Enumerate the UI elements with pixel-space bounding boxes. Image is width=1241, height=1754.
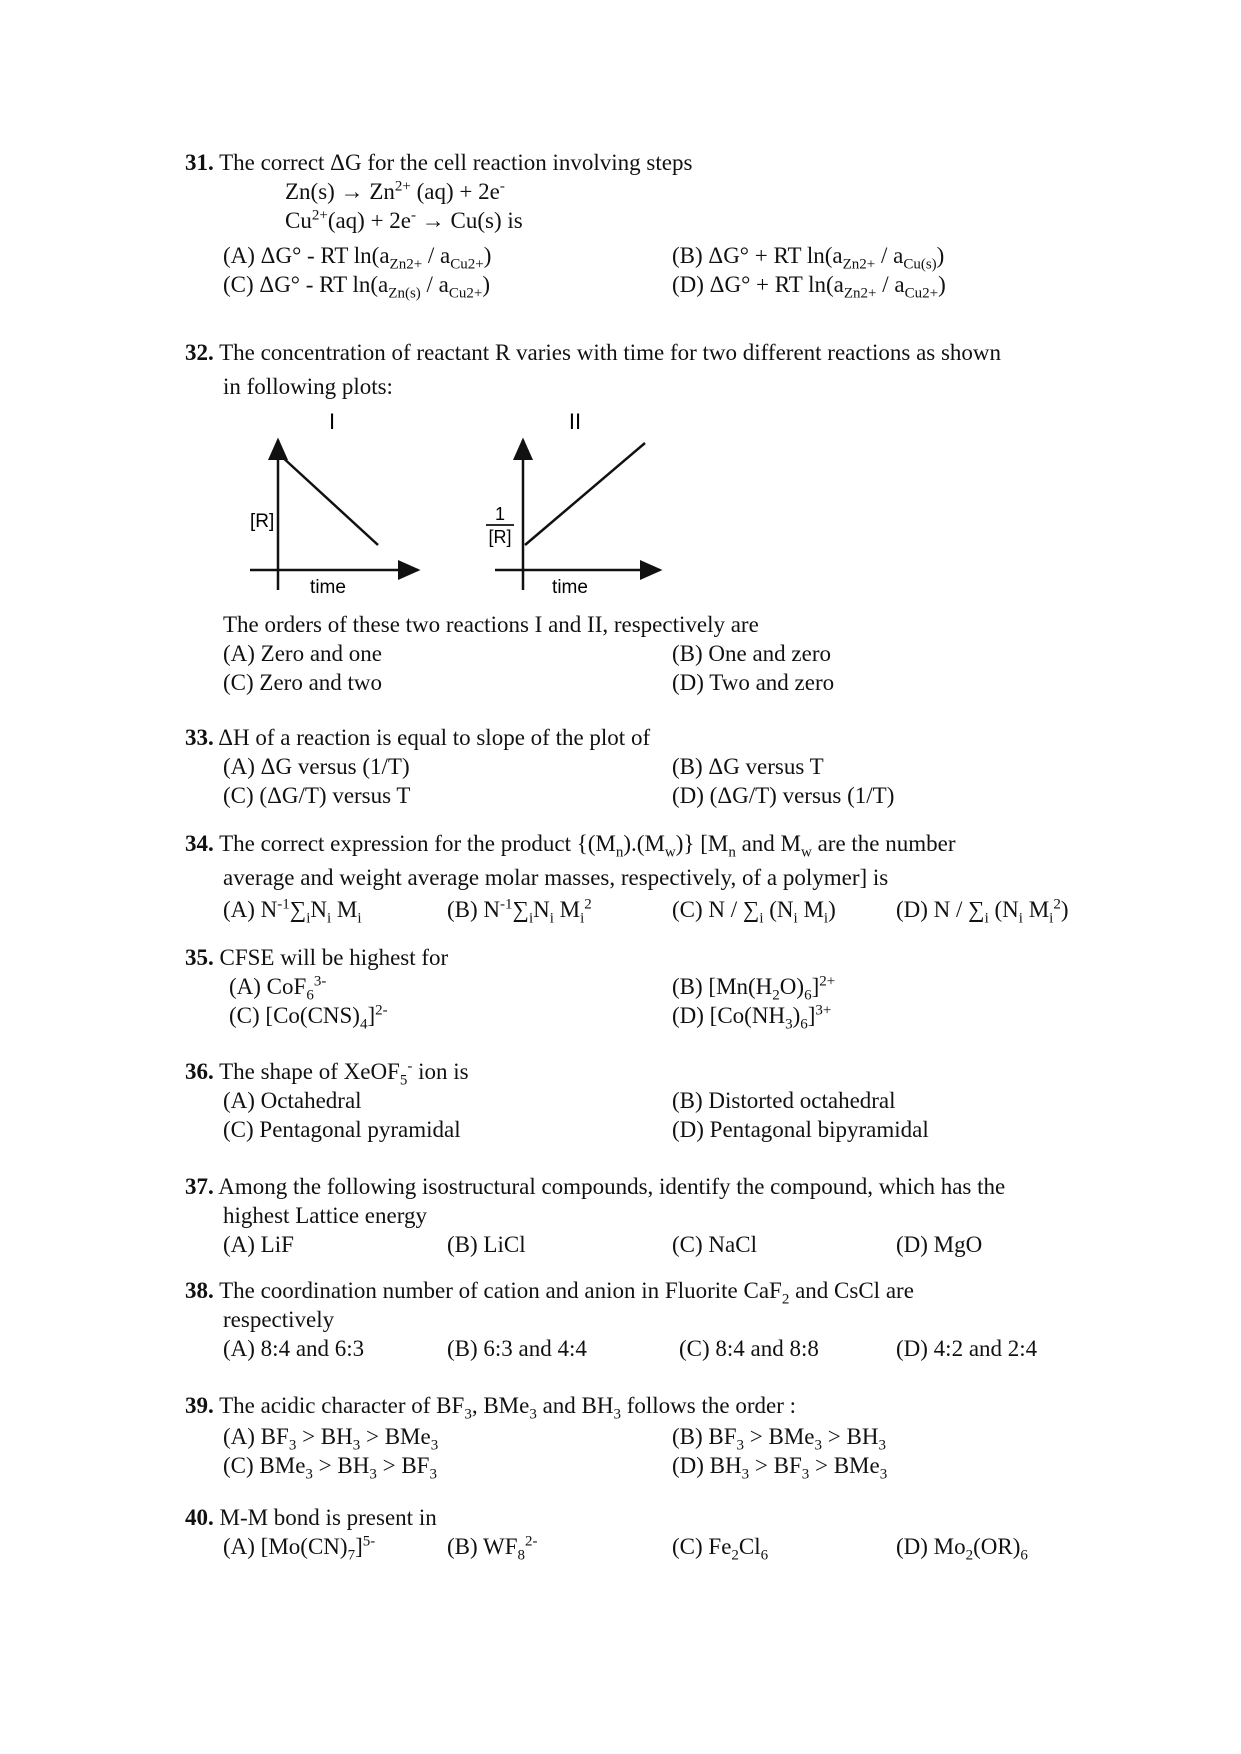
option-32d[interactable]: (D) Two and zero	[672, 670, 835, 695]
option-32c[interactable]: (C) Zero and two	[223, 670, 383, 695]
plot-i-x-label: time	[310, 577, 346, 598]
plot-ii-y-label-den: [R]	[488, 527, 512, 547]
option-37c[interactable]: (C) NaCl	[672, 1232, 757, 1257]
question-31-stem: 31. The correct ΔG for the cell reaction involving steps	[185, 150, 693, 175]
option-36a[interactable]: (A) Octahedral	[223, 1088, 362, 1113]
option-36c[interactable]: (C) Pentagonal pyramidal	[223, 1117, 461, 1142]
option-39c[interactable]: (C) $BMe_3 > BH_3 > BF_3$	[223, 1453, 437, 1483]
option-37a[interactable]: (A) LiF	[223, 1232, 294, 1257]
option-36d[interactable]: (D) Pentagonal bipyramidal	[672, 1117, 929, 1142]
option-34d[interactable]: (D) N / $\sum_i$ ($N_i$ $M_i^2$)	[896, 896, 1069, 927]
option-35d[interactable]: (D) $[Co(NH_3)_6]^{3+}$	[672, 1002, 832, 1033]
option-38a[interactable]: (A) 8:4 and 6:3	[223, 1336, 365, 1361]
option-33d[interactable]: (D) (ΔG/T) versus (1/T)	[672, 783, 895, 808]
question-37: 37. Among the following isostructural compounds, identify the compound, which has the highest Lattice energy (A) LiF (B) LiCl (C) NaCl (D) MgO	[185, 1174, 1006, 1257]
option-39a[interactable]: (A) $BF_3 > BH_3 > BMe_3$	[223, 1424, 439, 1454]
question-39: 39. The acidic character of $BF_3$, BMe$_3$ and $BH_3$ follows the order : (A) $BF_3 > BH_3 > BMe_3$ (B) $BF_3 > BMe_3 > BH_3$ (C) $BMe_3 > BH_3 > BF_3$ (D) $BH_3 > BF_3 > BMe_3$	[185, 1393, 888, 1483]
question-34: 34. The correct expression for the product $\{(M_n).(M_w)\}$ [$M_n$ and $M_w$ are the number average and weight average molar masses, respectively, of a polymer] is (A) $N^{-1}\sum_iN_i$ $M_i$ (B) $N^{-1}\sum_iN_i$ $M_i^2$ (C) N / $\sum_i$ ($N_i$ $M_i$) (D) N / $\sum_i$ ($N_i$ $M_i^2$)	[185, 831, 1069, 927]
plot-i-data-line	[280, 455, 378, 545]
option-31a[interactable]: (A) ΔG° - RT $\ln(a_{Zn2+} / a_{Cu2+})$	[223, 243, 492, 273]
plot-i	[250, 409, 418, 598]
option-34b[interactable]: (B) $N^{-1}\sum_iN_i$ $M_i^2$	[447, 896, 592, 927]
option-40d[interactable]: (D) $Mo_2(OR)_6$	[896, 1534, 1028, 1564]
question-36: 36. The shape of XeOF$_5$- ion is (A) Octahedral (B) Distorted octahedral (C) Pentagonal pyramidal (D) Pentagonal bipyramidal	[185, 1058, 929, 1142]
question-33: 33. ΔH of a reaction is equal to slope of the plot of (A) ΔG versus (1/T) (B) ΔG versus T (C) (ΔG/T) versus T (D) (ΔG/T) versus (1/T)	[185, 725, 895, 808]
option-33a[interactable]: (A) ΔG versus (1/T)	[223, 754, 410, 779]
option-39b[interactable]: (B) $BF_3 > BMe_3 > BH_3$	[672, 1424, 886, 1454]
plot-ii-data-line	[525, 443, 645, 545]
plot-ii	[486, 409, 660, 598]
option-35c[interactable]: (C) $[Co(CNS)_4]^{2-}$	[229, 1002, 388, 1033]
plot-i-title: I	[328, 409, 336, 434]
option-35b[interactable]: (B) $[Mn(H_2O)_6]^{2+}$	[672, 973, 836, 1004]
option-38d[interactable]: (D) 4:2 and 2:4	[896, 1336, 1038, 1361]
reaction-step-2: $Cu^{2+}(aq) + 2e^- \to Cu(s)$ is	[285, 207, 523, 233]
option-32a[interactable]: (A) Zero and one	[223, 641, 383, 666]
reaction-step-1: $Zn(s) \to Zn^{2+}$ (aq) + 2e-	[285, 178, 505, 204]
option-33c[interactable]: (C) (ΔG/T) versus T	[223, 783, 411, 808]
question-38: 38. The coordination number of cation and anion in Fluorite CaF$_2$ and CsCl are respectively (A) 8:4 and 6:3 (B) 6:3 and 4:4 (C) 8:4 and 8:8 (D) 4:2 and 2:4	[185, 1278, 1038, 1361]
option-31d[interactable]: (D) ΔG° + RT $\ln(a_{Zn2+} / a_{Cu2+})$	[672, 272, 946, 302]
option-38c[interactable]: (C) 8:4 and 8:8	[679, 1336, 819, 1361]
option-37b[interactable]: (B) LiCl	[447, 1232, 526, 1257]
option-39d[interactable]: (D) $BH_3 > BF_3 > BMe_3$	[672, 1453, 888, 1483]
question-32-options	[185, 610, 1105, 697]
question-31	[185, 148, 1105, 302]
option-34a[interactable]: (A) $N^{-1}\sum_iN_i$ $M_i$	[223, 896, 362, 927]
option-36b[interactable]: (B) Distorted octahedral	[672, 1088, 896, 1113]
plot-i-y-label: [R]	[250, 511, 275, 532]
option-34c[interactable]: (C) N / $\sum_i$ ($N_i$ $M_i$)	[672, 897, 836, 927]
option-31b[interactable]: (B) ΔG° + RT $\ln(a_{Zn2+} / a_{Cu(s)})$	[672, 243, 945, 273]
plot-ii-title: II	[568, 409, 582, 434]
plot-ii-x-label: time	[552, 577, 588, 598]
question-40: 40. M-M bond is present in (A) $[Mo(CN)_7]^{5-}$ (B) $WF_8^{2-}$ (C) $Fe_2Cl_6$ (D) $Mo_2(OR)_6$	[185, 1505, 1028, 1564]
option-33b[interactable]: (B) ΔG versus T	[672, 754, 824, 779]
question-35: 35. CFSE will be highest for (A) CoF$_6^{3-}$ (B) $[Mn(H_2O)_6]^{2+}$ (C) $[Co(CNS)_4]^{2-}$ (D) $[Co(NH_3)_6]^{3+}$	[185, 945, 836, 1033]
option-37d[interactable]: (D) MgO	[896, 1232, 983, 1257]
option-35a[interactable]: (A) CoF$_6^{3-}$	[229, 973, 327, 1004]
reaction-plots	[240, 405, 680, 605]
option-40b[interactable]: (B) $WF_8^{2-}$	[447, 1533, 538, 1564]
question-32: 32. The concentration of reactant R varies with time for two different reactions as shown in following plots:	[185, 340, 1002, 399]
question-32-prompt: The orders of these two reactions I and II, respectively are	[223, 612, 759, 637]
option-32b[interactable]: (B) One and zero	[672, 641, 832, 666]
option-40c[interactable]: (C) $Fe_2Cl_6$	[672, 1534, 769, 1564]
plot-ii-y-label-num: 1	[494, 504, 506, 524]
option-40a[interactable]: (A) $[Mo(CN)_7]^{5-}$	[223, 1533, 376, 1564]
option-31c[interactable]: (C) ΔG° - RT $\ln(a_{Zn(s)} / a_{Cu2+})$	[223, 272, 491, 302]
option-38b[interactable]: (B) 6:3 and 4:4	[447, 1336, 587, 1361]
